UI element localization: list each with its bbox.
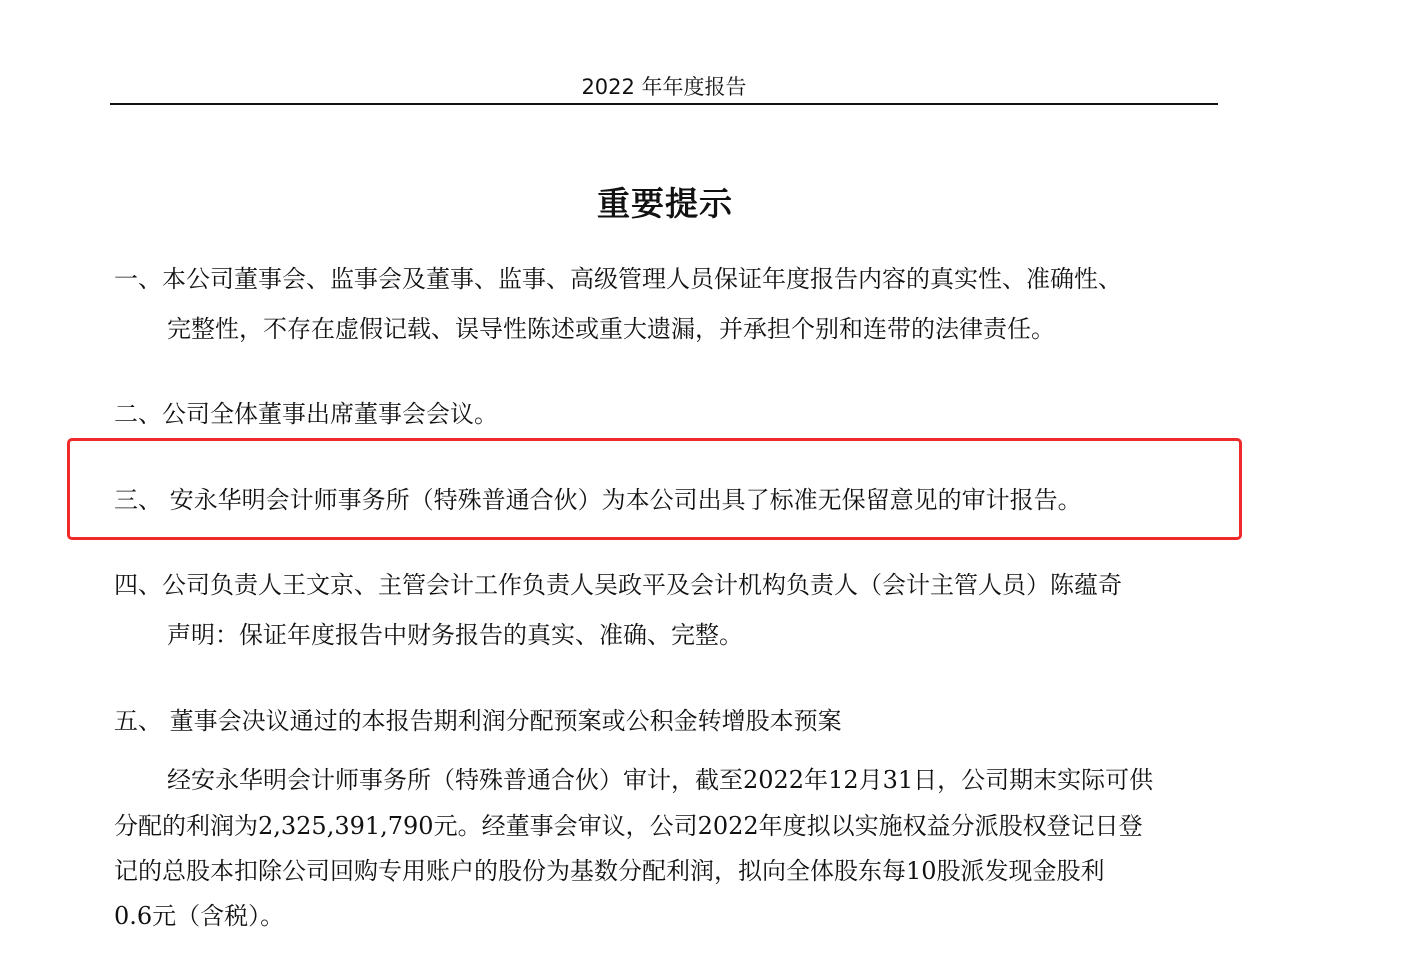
item-1-line-2: 完整性，不存在虚假记载、误导性陈述或重大遗漏，并承担个别和连带的法律责任。 xyxy=(167,315,1055,343)
body-paragraph-line-2: 分配的利润为2,325,391,790元。经董事会审议，公司2022年度拟以实施权益分派股权登记日登 xyxy=(114,812,1143,840)
header-rule xyxy=(110,103,1218,105)
item-2-line-1: 二、公司全体董事出席董事会会议。 xyxy=(114,400,498,428)
item-1-line-1: 一、本公司董事会、监事会及董事、监事、高级管理人员保证年度报告内容的真实性、准确性、 xyxy=(114,265,1122,293)
body-paragraph-line-1: 经安永华明会计师事务所（特殊普通合伙）审计，截至2022年12月31日，公司期末实际可供 xyxy=(167,766,1154,794)
body-paragraph-line-3: 记的总股本扣除公司回购专用账户的股份为基数分配利润，拟向全体股东每10股派发现金股利 xyxy=(114,857,1105,885)
item-4-line-2: 声明：保证年度报告中财务报告的真实、准确、完整。 xyxy=(167,621,743,649)
item-5-heading: 五、 董事会决议通过的本报告期利润分配预案或公积金转增股本预案 xyxy=(114,707,842,735)
page-title: 重要提示 xyxy=(597,184,733,223)
item-3-line-1: 三、 安永华明会计师事务所（特殊普通合伙）为本公司出具了标准无保留意见的审计报告。 xyxy=(114,486,1082,514)
running-header: 2022 年年度报告 xyxy=(581,75,747,99)
item-4-line-1: 四、公司负责人王文京、主管会计工作负责人吴政平及会计机构负责人（会计主管人员）陈蕴奇 xyxy=(114,571,1122,599)
body-paragraph-line-4: 0.6元（含税）。 xyxy=(114,902,285,930)
